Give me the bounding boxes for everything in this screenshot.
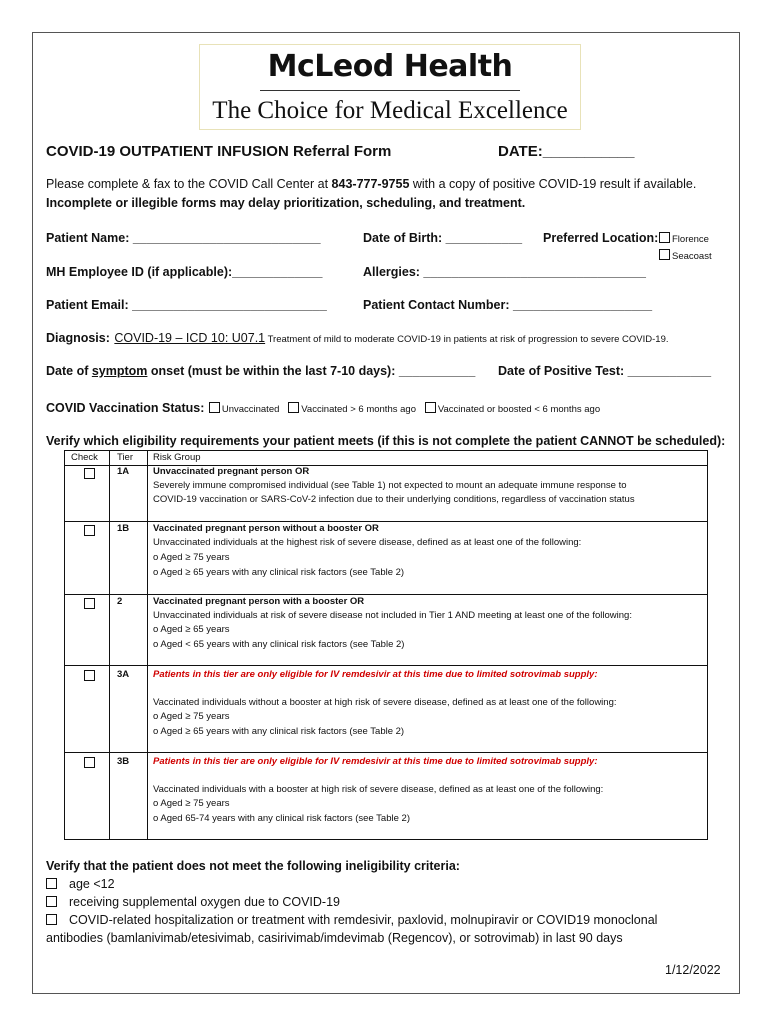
location-option-seacoast[interactable] — [659, 249, 712, 262]
risk-line: Vaccinated pregnant person without a booster OR — [153, 523, 379, 534]
ineligibility-age-label: age <12 — [69, 877, 115, 891]
patient-email-field[interactable]: Patient Email: ____________________________ — [46, 298, 327, 312]
column-divider — [147, 451, 148, 839]
intro-suffix: with a copy of positive COVID-19 result if available. — [409, 177, 697, 191]
tier-2: 2 — [117, 596, 123, 607]
vaccination-label: COVID Vaccination Status: — [46, 401, 205, 415]
location-florence-label: Florence — [672, 234, 709, 245]
vacc-option-unvaccinated[interactable] — [209, 404, 280, 415]
diagnosis-description: Treatment of mild to moderate COVID-19 in patients at risk of progression to severe COVID-19. — [265, 334, 669, 345]
location-seacoast-label: Seacoast — [672, 251, 712, 262]
risk-line: o Aged < 65 years with any clinical risk factors (see Table 2) — [153, 639, 405, 650]
org-tagline: The Choice for Medical Excellence — [212, 97, 568, 124]
contact-number-field[interactable]: Patient Contact Number: ____________________ — [363, 298, 653, 312]
risk-line: o Aged ≥ 75 years — [153, 798, 230, 809]
risk-line: COVID-19 vaccination or SARS-CoV-2 infection due to their underlying conditions, regardless of vaccination status — [153, 494, 635, 505]
allergies-field[interactable]: Allergies: ________________________________ — [363, 265, 646, 279]
tier-1a: 1A — [117, 466, 130, 477]
diagnosis-code: COVID-19 – ICD 10: U07.1 — [114, 331, 266, 345]
employee-id-field[interactable]: MH Employee ID (if applicable):_____________ — [46, 265, 323, 279]
preferred-location-label: Preferred Location: — [543, 231, 659, 245]
diagnosis-label: Diagnosis: — [46, 331, 110, 345]
date-field[interactable]: DATE:___________ — [498, 143, 635, 160]
onset-suffix: onset (must be within the last 7-10 days): ___________ — [147, 364, 476, 378]
row-divider — [65, 752, 707, 753]
tier-3a-checkbox[interactable] — [84, 670, 95, 681]
patient-name-field[interactable]: Patient Name: ___________________________ — [46, 231, 321, 245]
form-title: COVID-19 OUTPATIENT INFUSION Referral Form — [46, 143, 392, 160]
version-date: 1/12/2022 — [665, 963, 721, 977]
checkbox[interactable] — [425, 402, 436, 413]
tier-3b-checkbox[interactable] — [84, 757, 95, 768]
table-header-tier: Tier — [117, 452, 134, 463]
tier-2-checkbox[interactable] — [84, 598, 95, 609]
tier-1a-checkbox[interactable] — [84, 468, 95, 479]
tier-3a: 3A — [117, 669, 130, 680]
risk-line: Vaccinated individuals without a booster at high risk of severe disease, defined as at least one of the following: — [153, 697, 617, 708]
column-divider — [109, 451, 110, 839]
risk-line: Vaccinated pregnant person with a booster OR — [153, 596, 365, 607]
ineligibility-heading: Verify that the patient does not meet the following ineligibility criteria: — [46, 859, 460, 873]
checkbox[interactable] — [288, 402, 299, 413]
tier-3b: 3B — [117, 756, 130, 767]
checkbox[interactable] — [46, 878, 57, 889]
risk-line: Unvaccinated pregnant person OR — [153, 466, 310, 477]
tier-note: Patients in this tier are only eligible for IV remdesivir at this time due to limited sotrovimab supply: — [153, 669, 598, 680]
logo-divider — [260, 90, 520, 91]
vacc-option-over-6-months[interactable] — [288, 404, 416, 415]
vacc-over-6-months-label: Vaccinated > 6 months ago — [301, 404, 416, 415]
risk-line: Vaccinated individuals with a booster at high risk of severe disease, defined as at least one of the following: — [153, 784, 604, 795]
ineligibility-item-hospitalization[interactable] — [46, 911, 657, 930]
table-header-check: Check — [71, 452, 98, 463]
vaccination-status — [46, 399, 600, 417]
risk-line: o Aged ≥ 75 years — [153, 711, 230, 722]
table-header-risk-group: Risk Group — [153, 452, 201, 463]
ineligibility-oxygen-label: receiving supplemental oxygen due to COVID-19 — [69, 895, 340, 909]
risk-line: o Aged ≥ 65 years with any clinical risk factors (see Table 2) — [153, 726, 405, 737]
risk-line: o Aged ≥ 65 years with any clinical risk factors (see Table 2) — [153, 567, 405, 578]
onset-word: symptom — [91, 364, 148, 378]
diagnosis-line — [46, 329, 669, 347]
intro-text — [46, 177, 696, 191]
risk-line: Unvaccinated individuals at the highest risk of severe disease, defined as at least one of the following: — [153, 537, 582, 548]
onset-prefix: Date of — [46, 364, 92, 378]
checkbox[interactable] — [659, 232, 670, 243]
logo — [199, 44, 581, 130]
checkbox[interactable] — [46, 896, 57, 907]
ineligibility-continuation: antibodies (bamlanivimab/etesivimab, casirivimab/imdevimab (Regencov), or sotrovimab) in last 90 days — [46, 931, 623, 945]
intro-prefix: Please complete & fax to the COVID Call Center at — [46, 177, 332, 191]
eligibility-heading: Verify which eligibility requirements your patient meets (if this is not complete the patient CANNOT be scheduled): — [46, 434, 726, 448]
vacc-under-6-months-label: Vaccinated or boosted < 6 months ago — [437, 404, 601, 415]
risk-line: Severely immune compromised individual (see Table 1) not expected to mount an adequate immune response to — [153, 480, 627, 491]
location-option-florence[interactable] — [659, 232, 709, 245]
checkbox[interactable] — [209, 402, 220, 413]
incomplete-warning: Incomplete or illegible forms may delay prioritization, scheduling, and treatment. — [46, 196, 526, 210]
org-name: McLeod Health — [267, 49, 513, 84]
ineligibility-hospitalization-label: COVID-related hospitalization or treatment with remdesivir, paxlovid, molnupiravir or COVID19 monoclonal — [69, 913, 658, 927]
checkbox[interactable] — [46, 914, 57, 925]
vacc-unvaccinated-label: Unvaccinated — [221, 404, 280, 415]
tier-1b: 1B — [117, 523, 130, 534]
ineligibility-item-oxygen[interactable] — [46, 893, 340, 912]
tier-1b-checkbox[interactable] — [84, 525, 95, 536]
eligibility-table — [64, 450, 708, 840]
row-divider — [65, 665, 707, 666]
ineligibility-item-age[interactable] — [46, 875, 115, 894]
dob-field[interactable]: Date of Birth: ___________ — [363, 231, 523, 245]
symptom-onset-field[interactable] — [46, 364, 475, 378]
risk-line: o Aged 65-74 years with any clinical risk factors (see Table 2) — [153, 813, 410, 824]
fax-phone-number: 843-777-9755 — [331, 177, 410, 191]
positive-test-date-field[interactable]: Date of Positive Test: ____________ — [498, 364, 712, 378]
risk-line: o Aged ≥ 75 years — [153, 552, 230, 563]
risk-line: o Aged ≥ 65 years — [153, 624, 230, 635]
tier-note: Patients in this tier are only eligible for IV remdesivir at this time due to limited sotrovimab supply: — [153, 756, 598, 767]
risk-line: Unvaccinated individuals at risk of severe disease not included in Tier 1 AND meeting at least one of the following: — [153, 610, 632, 621]
vacc-option-under-6-months[interactable] — [425, 404, 600, 415]
checkbox[interactable] — [659, 249, 670, 260]
